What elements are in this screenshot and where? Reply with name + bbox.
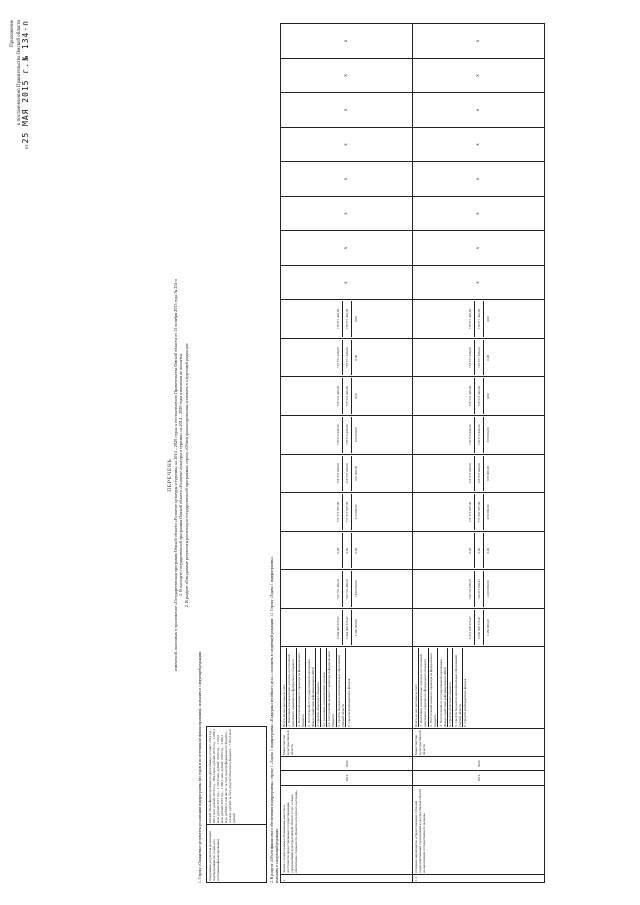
value-line: 5 094 406 670,47 [334,610,343,646]
value-line: 0,00 [353,354,358,361]
value-line: 0,00 [475,533,484,569]
mark-cell: х [281,231,413,266]
value-line: 740 751 666,47 [466,571,475,607]
source-line: 3. Поступлений от государственной корпорации – Фонда содействия реформированию ЖКХ [306,649,316,727]
value-line: 718 573 446,00 [334,417,343,453]
main-table-body [281,24,545,883]
title-text: изменений, вносимых в приложение «Государственная программа Омской области «Развитие культуры и туризма» на 2014 – 2020 годы» к постановлению Правительства Омской области от 15 октября 2013 года № 251-п [173,278,179,672]
title-heading: ПЕРЕЧЕНЬ [168,458,173,492]
value-line: 718 577 446,00 [343,340,352,376]
value-line: 0,00 [485,354,490,361]
section-label: 2. В разделе «Объем финансового обеспечения подпрограммы» строку 1 «Задача 1 подпрограммы «Поддержка музейного дела»» изложить в следующей редакции: 1.1 Строку «Задача 1 подпрограммы» изложить в следующей редакции: [270,556,279,883]
value-line: 718 577 446,00 [343,301,352,337]
mark-cell: х [281,265,413,300]
source-line: 4.2. поступлений целевого характера из федерального бюджета [327,649,337,727]
source-line: 5. Средств бюджетов муниципальных образований Омской области [337,649,347,727]
value-line: 670 000,00 [485,465,490,481]
title-item-2: 2. В разделе «Ожидаемые результаты реализации государственной программы» строку «Объем финансирования» изложить в следующей редакции: [183,342,189,608]
value-line: 718 573 446,00 [343,378,352,414]
value-cell [413,338,545,377]
source-line: 4. Средств областного бюджета [316,649,322,727]
mark-cell: х [413,231,545,266]
value-line: 5 051 658 676,47 [466,610,475,646]
value-line: 1 450 000,00 [485,619,490,637]
mark-cell: х [413,24,545,59]
value-line: 0,00 [485,393,490,400]
row-name: Задача 1 подпрограммы «Повышение качества и доступности предоставляемых государственными учреждениями культуры Омской области услуг, а также обеспечение сохранности объектов культурного наследия» [281,785,413,874]
value-line: 743 751 466,47 [334,571,343,607]
value-cell [413,493,545,532]
value-line: 771 571 697,00 [466,494,475,530]
value-cell [281,338,413,377]
value-line: 718 577 446,00 [475,301,484,337]
row-year-to: 2020 [413,757,545,771]
value-line: 718 573 446,00 [466,378,475,414]
appendix-line-1: Приложение [10,20,15,47]
value-cell [413,300,545,339]
source-line: 5. Средств бюджетов муниципальных образований Омской области [453,649,463,727]
value-line: 0,00 [353,393,358,400]
value-line: 718 573 446,00 [475,417,484,453]
top-block-head: Ожидаемые результаты реализации подпрограммы (по годам и по источникам финансирования) [207,825,267,883]
value-cell [281,454,413,493]
value-line: 470 000,00 [485,504,490,520]
value-line: 718 573 446,00 [475,456,484,492]
value-cell [281,377,413,416]
mark-cell: х [413,127,545,162]
mark-cell: х [413,58,545,93]
value-cell [281,493,413,532]
title-item-1: 1. В паспорте государственной программы Омской области «Развитие культуры и туризма» на 2014 – 2020 годы изменения не вносятся [178,353,184,597]
mark-cell: х [413,162,545,197]
row-sources [413,647,545,728]
mark-cell: х [413,93,545,128]
value-cell [413,608,545,647]
value-line: 0,00 [353,547,358,554]
value-cell [281,300,413,339]
value-line: 1 450 000,00 [353,580,358,598]
mark-cell: х [281,127,413,162]
top-block-table [206,726,267,883]
mark-cell: х [413,196,545,231]
value-line: 740 311 666,47 [475,571,484,607]
mark-cell: х [413,265,545,300]
value-cell [281,531,413,570]
value-line: 771 091 697,00 [475,494,484,530]
mark-cell: х [281,24,413,59]
top-block-text: Общий объем финансирования подпрограммы составит: 2014 год – 949,2 млн. рублей; 2015 год – 984,3 млн. рублей; 2016 год – 1 094,3 млн. рублей; 2017 год – 1 102,8 млн. рублей; 2018 год – 1 120,8 млн. рублей; 2019 год – 1 080,1 млн. рублей; 2020 год – 1 080,1 млн. рублей; в том числе: за счет средств федерального бюджета – 4,4 млн. рублей; за счет средств областного бюджета – 7 406,3 млн. рублей [207,727,267,825]
value-line: 771 571 697,00 [343,494,352,530]
value-cell [413,416,545,455]
source-line: 1. Налоговых и неналоговых доходов, поступлений нецелевого характера из федерального бюджета [287,649,297,727]
value-line: 670 000,00 [485,427,490,443]
value-line: 1 450 000,00 [353,619,358,637]
value-line: 570 000,00 [353,427,358,443]
value-line: 0,00 [485,547,490,554]
value-line: 743 751 466,47 [343,571,352,607]
value-line: 718 573 446,00 [334,456,343,492]
value-line: 718 577 446,00 [334,340,343,376]
mark-cell: х [281,162,413,197]
value-cell [413,454,545,493]
value-line: 0,00 [466,533,475,569]
value-line: 570 000,00 [353,465,358,481]
mark-cell: х [281,93,413,128]
row-executor: Министерство культуры Омской области [413,728,545,756]
source-line: 6. Средств внебюджетных фондов [346,678,351,727]
table-row [281,24,413,883]
value-line: 570 000,00 [353,504,358,520]
source-line: Всего, из них расходы за счет: [282,649,288,727]
value-line: 718 573 446,00 [475,378,484,414]
row-sources [281,647,413,728]
value-line: 718 573 446,00 [466,456,475,492]
value-cell [413,377,545,416]
value-line: 718 577 446,00 [466,340,475,376]
source-line: 2. Поступлений целевого характера из федерального бюджета [297,649,307,727]
row-executor: Министерство культуры Омской области [281,728,413,756]
source-line: 6. Средств внебюджетных фондов [463,678,468,727]
value-line: 718 577 446,00 [334,301,343,337]
value-cell [413,531,545,570]
appendix-date-prefix: от [25,144,30,150]
appendix-date: 25 МАЯ 2015 г. [21,61,30,144]
document-title [168,195,189,755]
value-line: 0,00 [334,533,343,569]
value-line: 0,00 [353,316,358,322]
value-line: 718 573 446,00 [343,456,352,492]
value-line: 718 573 446,00 [466,417,475,453]
row-id: 1.1 [413,874,545,882]
value-cell [281,416,413,455]
appendix-line-3 [23,20,32,149]
value-line: 771 571 697,00 [334,494,343,530]
row-year-to: 2020 [281,757,413,771]
value-line: 718 577 446,00 [475,340,484,376]
row-year-from: 2014 [413,771,545,785]
value-line: 1 450 000,00 [485,580,490,598]
source-line: 4.1. налоговых и неналоговых доходов [321,649,327,727]
value-line: 5 050 508 676,47 [475,610,484,646]
mark-cell: х [281,58,413,93]
value-cell [281,570,413,609]
source-line: 3. Поступлений от государственной корпорации – Фонда содействия реформированию ЖКХ [438,649,448,727]
top-block-label: 1. Строку «Ожидаемые результаты реализации подпрограммы (по годам и по источникам финансирования)» изложить в следующей редакции: [198,651,202,883]
main-table [280,23,545,883]
source-line: 2. Поступлений целевого характера из федерального бюджета [429,649,439,727]
value-line: 718 573 446,00 [343,417,352,453]
value-cell [281,608,413,647]
value-line: 0,00 [343,533,352,569]
table-row [413,24,545,883]
source-line: Всего, из них расходы за счет: [414,649,420,727]
value-line: 718 573 446,00 [334,378,343,414]
source-line: 1. Налоговых и неналоговых доходов, поступлений нецелевого характера из федерального бюджета [419,649,429,727]
value-cell [413,570,545,609]
source-line: 4. Средств областного бюджета [448,649,454,727]
value-line: 0,00 [485,316,490,322]
row-id: 1 [281,874,413,882]
appendix-number: № 134-п [21,20,30,61]
row-year-from: 2014 [281,771,413,785]
row-name: Основное мероприятие «Предоставление субсидий подведомственным учреждениям культуры Омской области на выполнение государственного задания» [413,785,545,874]
value-line: 3 644 406 670,47 [343,610,352,646]
value-line: 718 577 446,00 [466,301,475,337]
appendix-line-2: к постановлению Правительства Омской области [16,20,22,126]
appendix-header [10,20,32,149]
mark-cell: х [281,196,413,231]
